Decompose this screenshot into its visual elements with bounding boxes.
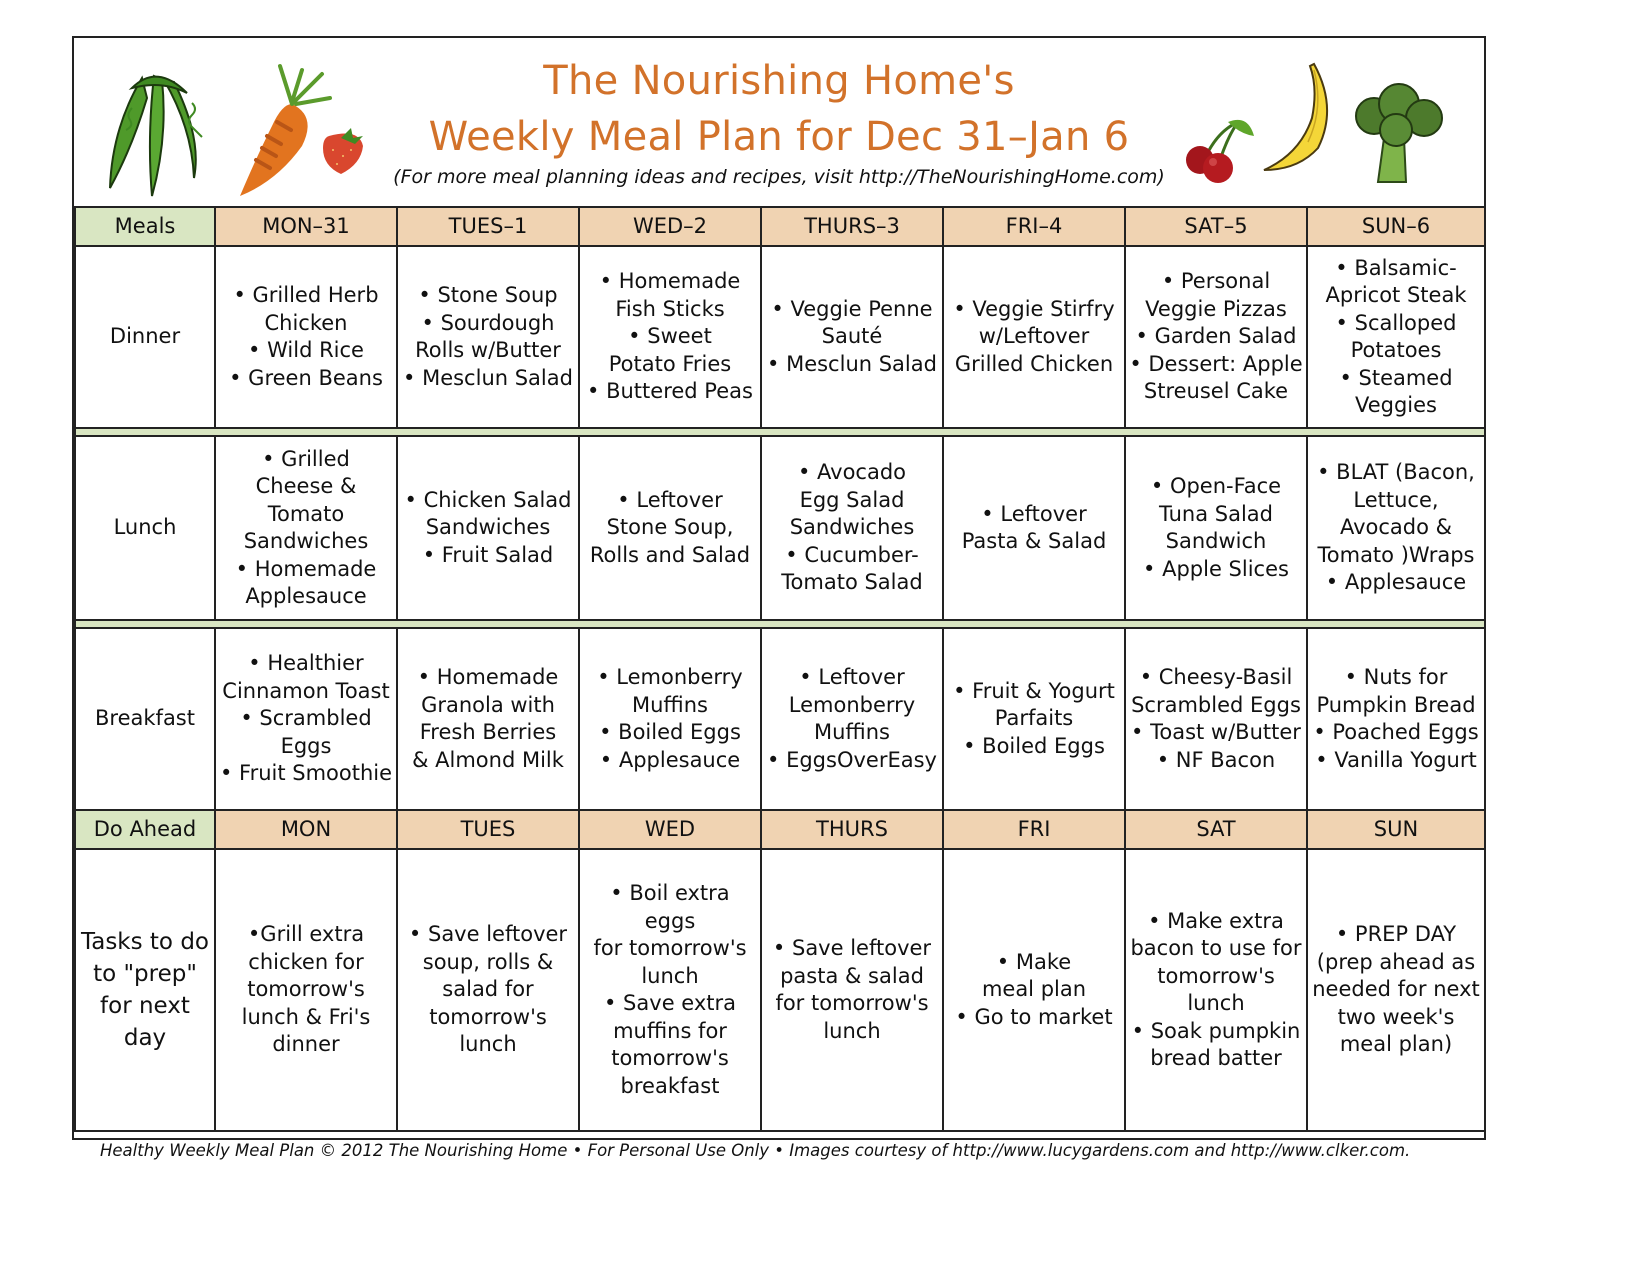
cell-text-line: dinner bbox=[272, 1032, 340, 1057]
day-header-thu: THURS–3 bbox=[761, 207, 943, 246]
cell-text-line: meal plan) bbox=[1339, 1032, 1453, 1057]
cell-text-line: • Save leftover bbox=[408, 922, 568, 947]
cell-text-line: Cheese & bbox=[255, 474, 357, 498]
do-ahead-day-fri: FRI bbox=[943, 810, 1125, 849]
cell-text-line: • Healthier bbox=[248, 651, 364, 676]
cell-text-line: tomorrow's bbox=[429, 1004, 547, 1029]
cell-text-line: Tomato Salad bbox=[781, 570, 923, 595]
tasks-label-line: for next bbox=[100, 993, 190, 1019]
cell-text-line: muffins for bbox=[613, 1018, 727, 1043]
cell-text-line: Veggie Pizzas bbox=[1145, 296, 1287, 321]
tasks-cell-thu bbox=[761, 849, 943, 1131]
cell-text-line: Eggs bbox=[280, 733, 332, 758]
day-header-tue: TUES–1 bbox=[397, 207, 579, 246]
do-ahead-header-row bbox=[75, 810, 1485, 849]
cell-text-line: Applesauce bbox=[245, 584, 367, 608]
cell-text-line: • Applesauce bbox=[1325, 570, 1467, 595]
breakfast-row bbox=[75, 628, 1485, 810]
day-header-sat: SAT–5 bbox=[1125, 207, 1307, 246]
cell-text-line: chicken for bbox=[248, 949, 364, 974]
dinner-cell-sat bbox=[1125, 246, 1307, 428]
cell-text-line: Sandwich bbox=[1165, 529, 1267, 553]
tasks-cell-wed bbox=[579, 849, 761, 1131]
tasks-cell-sun bbox=[1307, 849, 1485, 1131]
cell-text-line: • Balsamic- bbox=[1335, 255, 1457, 280]
cell-text-line: Veggies bbox=[1354, 393, 1437, 417]
meal-plan-table bbox=[74, 206, 1486, 1132]
cell-text-line: • BLAT (Bacon, bbox=[1317, 460, 1475, 485]
cell-text-line: needed for next bbox=[1312, 977, 1480, 1002]
cell-text-line: Streusel Cake bbox=[1143, 379, 1289, 404]
cell-text-line: • Lemonberry bbox=[597, 665, 743, 689]
breakfast-cell-sat bbox=[1125, 628, 1307, 810]
cell-text-line: Lemonberry bbox=[788, 692, 916, 717]
cell-text-line: Pumpkin Bread bbox=[1316, 692, 1476, 717]
cell-text-line: Cinnamon Toast bbox=[222, 678, 390, 703]
row-label-lunch: Lunch bbox=[75, 436, 215, 620]
cell-text-line: • EggsOverEasy bbox=[767, 747, 937, 772]
cell-text-line: lunch bbox=[823, 1018, 881, 1043]
cell-text-line: • Make bbox=[996, 949, 1072, 974]
tasks-cell-tue bbox=[397, 849, 579, 1131]
cell-text-line: Tuna Salad bbox=[1158, 501, 1274, 526]
cell-text-line: • Garden Salad bbox=[1135, 324, 1297, 349]
cell-text-line: Chicken bbox=[264, 310, 348, 335]
dinner-cell-wed bbox=[579, 246, 761, 428]
cell-text-line: • Soak pumpkin bbox=[1131, 1018, 1301, 1043]
cell-text-line: • Green Beans bbox=[229, 365, 383, 390]
cell-text-line: • Steamed bbox=[1339, 365, 1453, 390]
cell-text-line: Scrambled Eggs bbox=[1131, 692, 1301, 717]
row-label-breakfast: Breakfast bbox=[75, 628, 215, 810]
cell-text-line: • Applesauce bbox=[599, 747, 741, 772]
lunch-cell-sat bbox=[1125, 436, 1307, 620]
cell-text-line: • Vanilla Yogurt bbox=[1315, 747, 1477, 772]
do-ahead-day-thu: THURS bbox=[761, 810, 943, 849]
cell-text-line: lunch & Fri's bbox=[241, 1004, 371, 1029]
dinner-cell-fri bbox=[943, 246, 1125, 428]
cell-text-line: lunch bbox=[459, 1032, 517, 1057]
cell-text-line: • Fruit Salad bbox=[422, 542, 554, 567]
cell-text-line: Muffins bbox=[814, 720, 890, 744]
cell-text-line: • Apple Slices bbox=[1143, 556, 1289, 581]
cell-text-line: • Grilled bbox=[262, 446, 350, 471]
dinner-cell-mon bbox=[215, 246, 397, 428]
tasks-cell-sat bbox=[1125, 849, 1307, 1131]
cell-text-line: lunch bbox=[1187, 991, 1245, 1015]
cell-text-line: • Cucumber- bbox=[785, 542, 919, 567]
meals-header-row bbox=[75, 207, 1485, 246]
tasks-cell-fri bbox=[943, 849, 1125, 1131]
cell-text-line: • Cheesy-Basil bbox=[1139, 665, 1293, 689]
cell-text-line: Lettuce, bbox=[1353, 487, 1439, 512]
tasks-label-line: to "prep" bbox=[93, 961, 197, 987]
do-ahead-day-mon: MON bbox=[215, 810, 397, 849]
cell-text-line: Potato Fries bbox=[608, 351, 732, 376]
cell-text-line: • Open-Face bbox=[1150, 474, 1282, 498]
cell-text-line: & Almond Milk bbox=[412, 747, 564, 772]
dinner-cell-tue bbox=[397, 246, 579, 428]
cell-text-line: • Boiled Eggs bbox=[963, 733, 1105, 758]
row-separator bbox=[75, 620, 1485, 628]
cell-text-line: Pasta & Salad bbox=[961, 529, 1107, 553]
cell-text-line: Sandwiches bbox=[243, 529, 369, 553]
cell-text-line: • Dessert: Apple bbox=[1129, 351, 1303, 376]
meals-header-label: Meals bbox=[75, 207, 215, 246]
cell-text-line: • Stone Soup bbox=[418, 283, 558, 307]
cell-text-line: Fish Sticks bbox=[615, 296, 725, 321]
cell-text-line: • PREP DAY bbox=[1335, 922, 1457, 947]
cell-text-line: • Fruit & Yogurt bbox=[953, 678, 1115, 703]
cell-text-line: • Leftover bbox=[617, 487, 723, 512]
meal-plan-sheet bbox=[72, 36, 1486, 1140]
cell-text-line: • Homemade bbox=[599, 269, 741, 294]
subtitle-link-text: (For more meal planning ideas and recipes, visit http://TheNourishingHome.com) bbox=[393, 166, 1165, 188]
cell-text-line: • Scrambled bbox=[240, 706, 372, 731]
breakfast-cell-mon bbox=[215, 628, 397, 810]
cell-text-line: • Avocado bbox=[797, 460, 907, 485]
cell-text-line: • Save leftover bbox=[772, 936, 932, 960]
cell-text-line: two week's bbox=[1337, 1004, 1455, 1029]
cell-text-line: Sandwiches bbox=[789, 515, 915, 540]
cell-text-line: • Leftover bbox=[799, 665, 905, 689]
cell-text-line: • Veggie Stirfry bbox=[953, 296, 1115, 321]
lunch-cell-tue bbox=[397, 436, 579, 620]
cell-text-line: Avocado & bbox=[1339, 515, 1453, 540]
cell-text-line: for tomorrow's bbox=[775, 991, 929, 1015]
footer-credits: Healthy Weekly Meal Plan © 2012 The Nourishing Home • For Personal Use Only • Images courtesy of http://www.lucygardens.com and http://www.clker.com. bbox=[100, 1141, 1411, 1160]
breakfast-cell-tue bbox=[397, 628, 579, 810]
cell-text-line: • Mesclun Salad bbox=[767, 351, 937, 376]
cell-text-line: bacon to use for bbox=[1130, 936, 1302, 960]
day-header-wed: WED–2 bbox=[579, 207, 761, 246]
day-header-fri: FRI–4 bbox=[943, 207, 1125, 246]
cell-text-line: • Veggie Penne bbox=[771, 296, 933, 321]
cell-text-line: Sauté bbox=[821, 324, 883, 349]
title-line-2: Weekly Meal Plan for Dec 31–Jan 6 bbox=[428, 114, 1130, 160]
cell-text-line: • Boiled Eggs bbox=[599, 720, 741, 744]
cell-text-line: Rolls and Salad bbox=[589, 542, 751, 567]
cell-text-line: Apricot Steak bbox=[1325, 283, 1467, 307]
cell-text-line: tomorrow's bbox=[1157, 963, 1275, 988]
breakfast-cell-sun bbox=[1307, 628, 1485, 810]
tasks-label-line: day bbox=[123, 1025, 167, 1051]
cell-text-line: •Grill extra bbox=[247, 922, 365, 947]
day-header-sun: SUN–6 bbox=[1307, 207, 1485, 246]
cell-text-line: breakfast bbox=[620, 1073, 720, 1098]
cell-text-line: meal plan bbox=[981, 977, 1087, 1002]
cell-text-line: • Mesclun Salad bbox=[403, 365, 573, 390]
row-separator bbox=[75, 428, 1485, 436]
cell-text-line: Tomato )Wraps bbox=[1317, 542, 1475, 567]
row-label-dinner: Dinner bbox=[75, 246, 215, 428]
cell-text-line: • Personal bbox=[1161, 269, 1271, 294]
cell-text-line: • Leftover bbox=[981, 501, 1087, 526]
dinner-cell-thu bbox=[761, 246, 943, 428]
cell-text-line: Muffins bbox=[632, 692, 708, 717]
cell-text-line: tomorrow's bbox=[611, 1046, 729, 1070]
breakfast-cell-wed bbox=[579, 628, 761, 810]
cell-text-line: • Make extra bbox=[1148, 908, 1284, 933]
cell-text-line: • NF Bacon bbox=[1156, 747, 1276, 772]
cell-text-line: tomorrow's bbox=[247, 977, 365, 1002]
cell-text-line: • Sweet bbox=[628, 324, 712, 349]
cell-text-line: Grilled Chicken bbox=[954, 351, 1114, 376]
cell-text-line: • Toast w/Butter bbox=[1131, 720, 1301, 744]
cell-text-line: Fresh Berries bbox=[419, 720, 557, 744]
lunch-cell-mon bbox=[215, 436, 397, 620]
lunch-row bbox=[75, 436, 1485, 620]
cell-text-line: • Scalloped bbox=[1335, 310, 1457, 335]
cell-text-line: Tomato bbox=[267, 501, 345, 526]
cell-text-line: soup, rolls & bbox=[422, 949, 554, 974]
cell-text-line: • Go to market bbox=[955, 1004, 1113, 1029]
cell-text-line: w/Leftover bbox=[978, 324, 1090, 349]
cell-text-line: • Sourdough bbox=[421, 310, 555, 335]
do-ahead-day-wed: WED bbox=[579, 810, 761, 849]
cell-text-line: • Grilled Herb bbox=[233, 283, 379, 307]
lunch-cell-sun bbox=[1307, 436, 1485, 620]
cell-text-line: Potatoes bbox=[1350, 338, 1442, 362]
lunch-cell-fri bbox=[943, 436, 1125, 620]
cell-text-line: • Homemade bbox=[235, 556, 377, 581]
cell-text-line: Parfaits bbox=[994, 706, 1074, 731]
row-label-tasks bbox=[75, 849, 215, 1131]
title-line-1: The Nourishing Home's bbox=[543, 58, 1015, 104]
cell-text-line: for tomorrow's bbox=[593, 936, 747, 960]
cell-text-line: lunch bbox=[641, 963, 699, 988]
cell-text-line: Sandwiches bbox=[425, 515, 551, 540]
cell-text-line: • Poached Eggs bbox=[1313, 720, 1479, 744]
day-header-mon: MON–31 bbox=[215, 207, 397, 246]
cell-text-line: • Save extra bbox=[604, 991, 736, 1015]
tasks-label-line: Tasks to do bbox=[80, 929, 209, 955]
cell-text-line: Egg Salad bbox=[799, 487, 905, 512]
cell-text-line: • Fruit Smoothie bbox=[219, 761, 393, 786]
do-ahead-day-sun: SUN bbox=[1307, 810, 1485, 849]
cell-text-line: • Homemade bbox=[417, 665, 559, 689]
do-ahead-day-sat: SAT bbox=[1125, 810, 1307, 849]
cell-text-line: (prep ahead as bbox=[1316, 949, 1476, 974]
cell-text-line: • Boil extra eggs bbox=[610, 881, 730, 933]
cell-text-line: Granola with bbox=[421, 692, 555, 717]
cell-text-line: Stone Soup, bbox=[606, 515, 734, 540]
tasks-cell-mon bbox=[215, 849, 397, 1131]
breakfast-cell-thu bbox=[761, 628, 943, 810]
cell-text-line: bread batter bbox=[1150, 1046, 1282, 1070]
breakfast-cell-fri bbox=[943, 628, 1125, 810]
tasks-row bbox=[75, 849, 1485, 1131]
header bbox=[74, 38, 1484, 206]
cell-text-line: salad for bbox=[442, 977, 534, 1002]
lunch-cell-thu bbox=[761, 436, 943, 620]
cell-text-line: Rolls w/Butter bbox=[415, 338, 561, 362]
lunch-cell-wed bbox=[579, 436, 761, 620]
cell-text-line: • Nuts for bbox=[1344, 665, 1448, 689]
cell-text-line: • Chicken Salad bbox=[404, 487, 572, 512]
cell-text-line: pasta & salad bbox=[780, 963, 924, 988]
do-ahead-day-tue: TUES bbox=[397, 810, 579, 849]
cell-text-line: • Wild Rice bbox=[248, 338, 364, 362]
cell-text-line: • Buttered Peas bbox=[587, 379, 753, 404]
do-ahead-header-label: Do Ahead bbox=[75, 810, 215, 849]
dinner-row bbox=[75, 246, 1485, 428]
dinner-cell-sun bbox=[1307, 246, 1485, 428]
